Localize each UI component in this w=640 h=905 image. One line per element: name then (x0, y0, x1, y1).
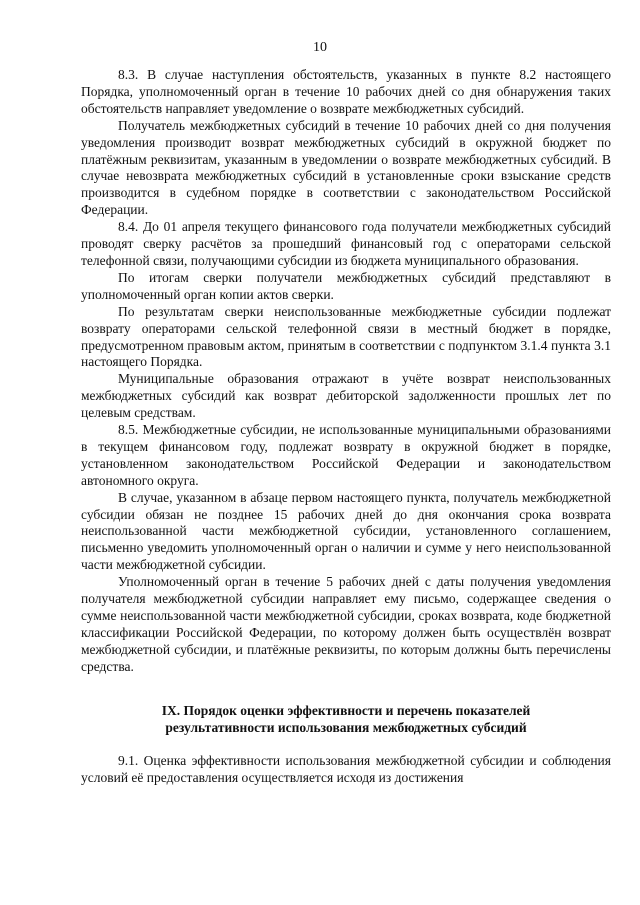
paragraph-refund-procedure: Получатель межбюджетных субсидий в течение 10 рабочих дней со дня получения уведомления производит возврат межбюджетных субсидий в окружной бюджет по платёжным реквизитам, указанным в уведомлении о возврате межбюджетных субсидий. В случае невозврата межбюджетных субсидий в установленные сроки взыскание средств производится в судебном порядке в соответствии с законодательством Российской Федерации. (81, 117, 611, 218)
paragraph-municipal-accounting: Муниципальные образования отражают в учёте возврат неиспользованных межбюджетных субсидий как возврат дебиторской задолженности прошлых лет по целевым средствам. (81, 371, 611, 421)
paragraph-9-1: 9.1. Оценка эффективности использования межбюджетной субсидии и соблюдения условий её предоставления осуществляется исходя из достижения (81, 752, 611, 785)
paragraph-8-4: 8.4. До 01 апреля текущего финансового года получатели межбюджетных субсидий проводят сверку расчётов за прошедший финансовый год с операторами сельской телефонной связи, получающими субсидии из бюджета муниципального образования. (81, 219, 611, 268)
section-heading-line-1: IX. Порядок оценки эффективности и перечень показателей (161, 702, 531, 718)
paragraph-authorized-body-letter: Уполномоченный орган в течение 5 рабочих дней с даты получения уведомления получателя межбюджетной субсидии направляет ему письмо, содержащее сведения о сумме неиспользованной части межбюджетной субсидии, сроках возврата, коде бюджетной классификации Российской Федерации, по которому должен быть осуществлён возврат межбюджетной субсидии, и платёжные реквизиты, по которым должны быть перечислены средства. (81, 574, 611, 674)
paragraph-8-3: 8.3. В случае наступления обстоятельств, указанных в пункте 8.2 настоящего Порядка, уполномоченный орган в течение 10 рабочих дней со дня обнаружения таких обстоятельств направляет уведомление о возврате межбюджетных субсидий. (81, 67, 611, 116)
section-heading-line-2: результативности использования межбюджетных субсидий (165, 719, 527, 735)
paragraph-notification-deadline: В случае, указанном в абзаце первом настоящего пункта, получатель межбюджетной субсидии обязан не позднее 15 рабочих дней до дня окончания срока возврата неиспользованной части межбюджетной субсидии, установленного соглашением, письменно уведомить уполномоченный орган о наличии и сумме у него неиспользованной части межбюджетной субсидии. (81, 489, 611, 573)
paragraph-reconciliation-results: По результатам сверки неиспользованные межбюджетные субсидии подлежат возврату операторами сельской телефонной связи в местный бюджет в порядке, предусмотренном правовым актом, принятым в соответствии с подпунктом 3.1.4 пункта 3.1 настоящего Порядка. (81, 303, 611, 370)
paragraph-reconciliation-acts: По итогам сверки получатели межбюджетных субсидий представляют в уполномоченный орган копии актов сверки. (81, 269, 611, 302)
page-number: 10 (313, 40, 327, 55)
section-heading (81, 702, 611, 736)
paragraph-8-5: 8.5. Межбюджетные субсидии, не использованные муниципальными образованиями в текущем финансовом году, подлежат возврату в окружной бюджет в порядке, установленном законодательством Российской Федерации и законодательством автономного округа. (81, 422, 611, 488)
document-body (81, 67, 611, 786)
